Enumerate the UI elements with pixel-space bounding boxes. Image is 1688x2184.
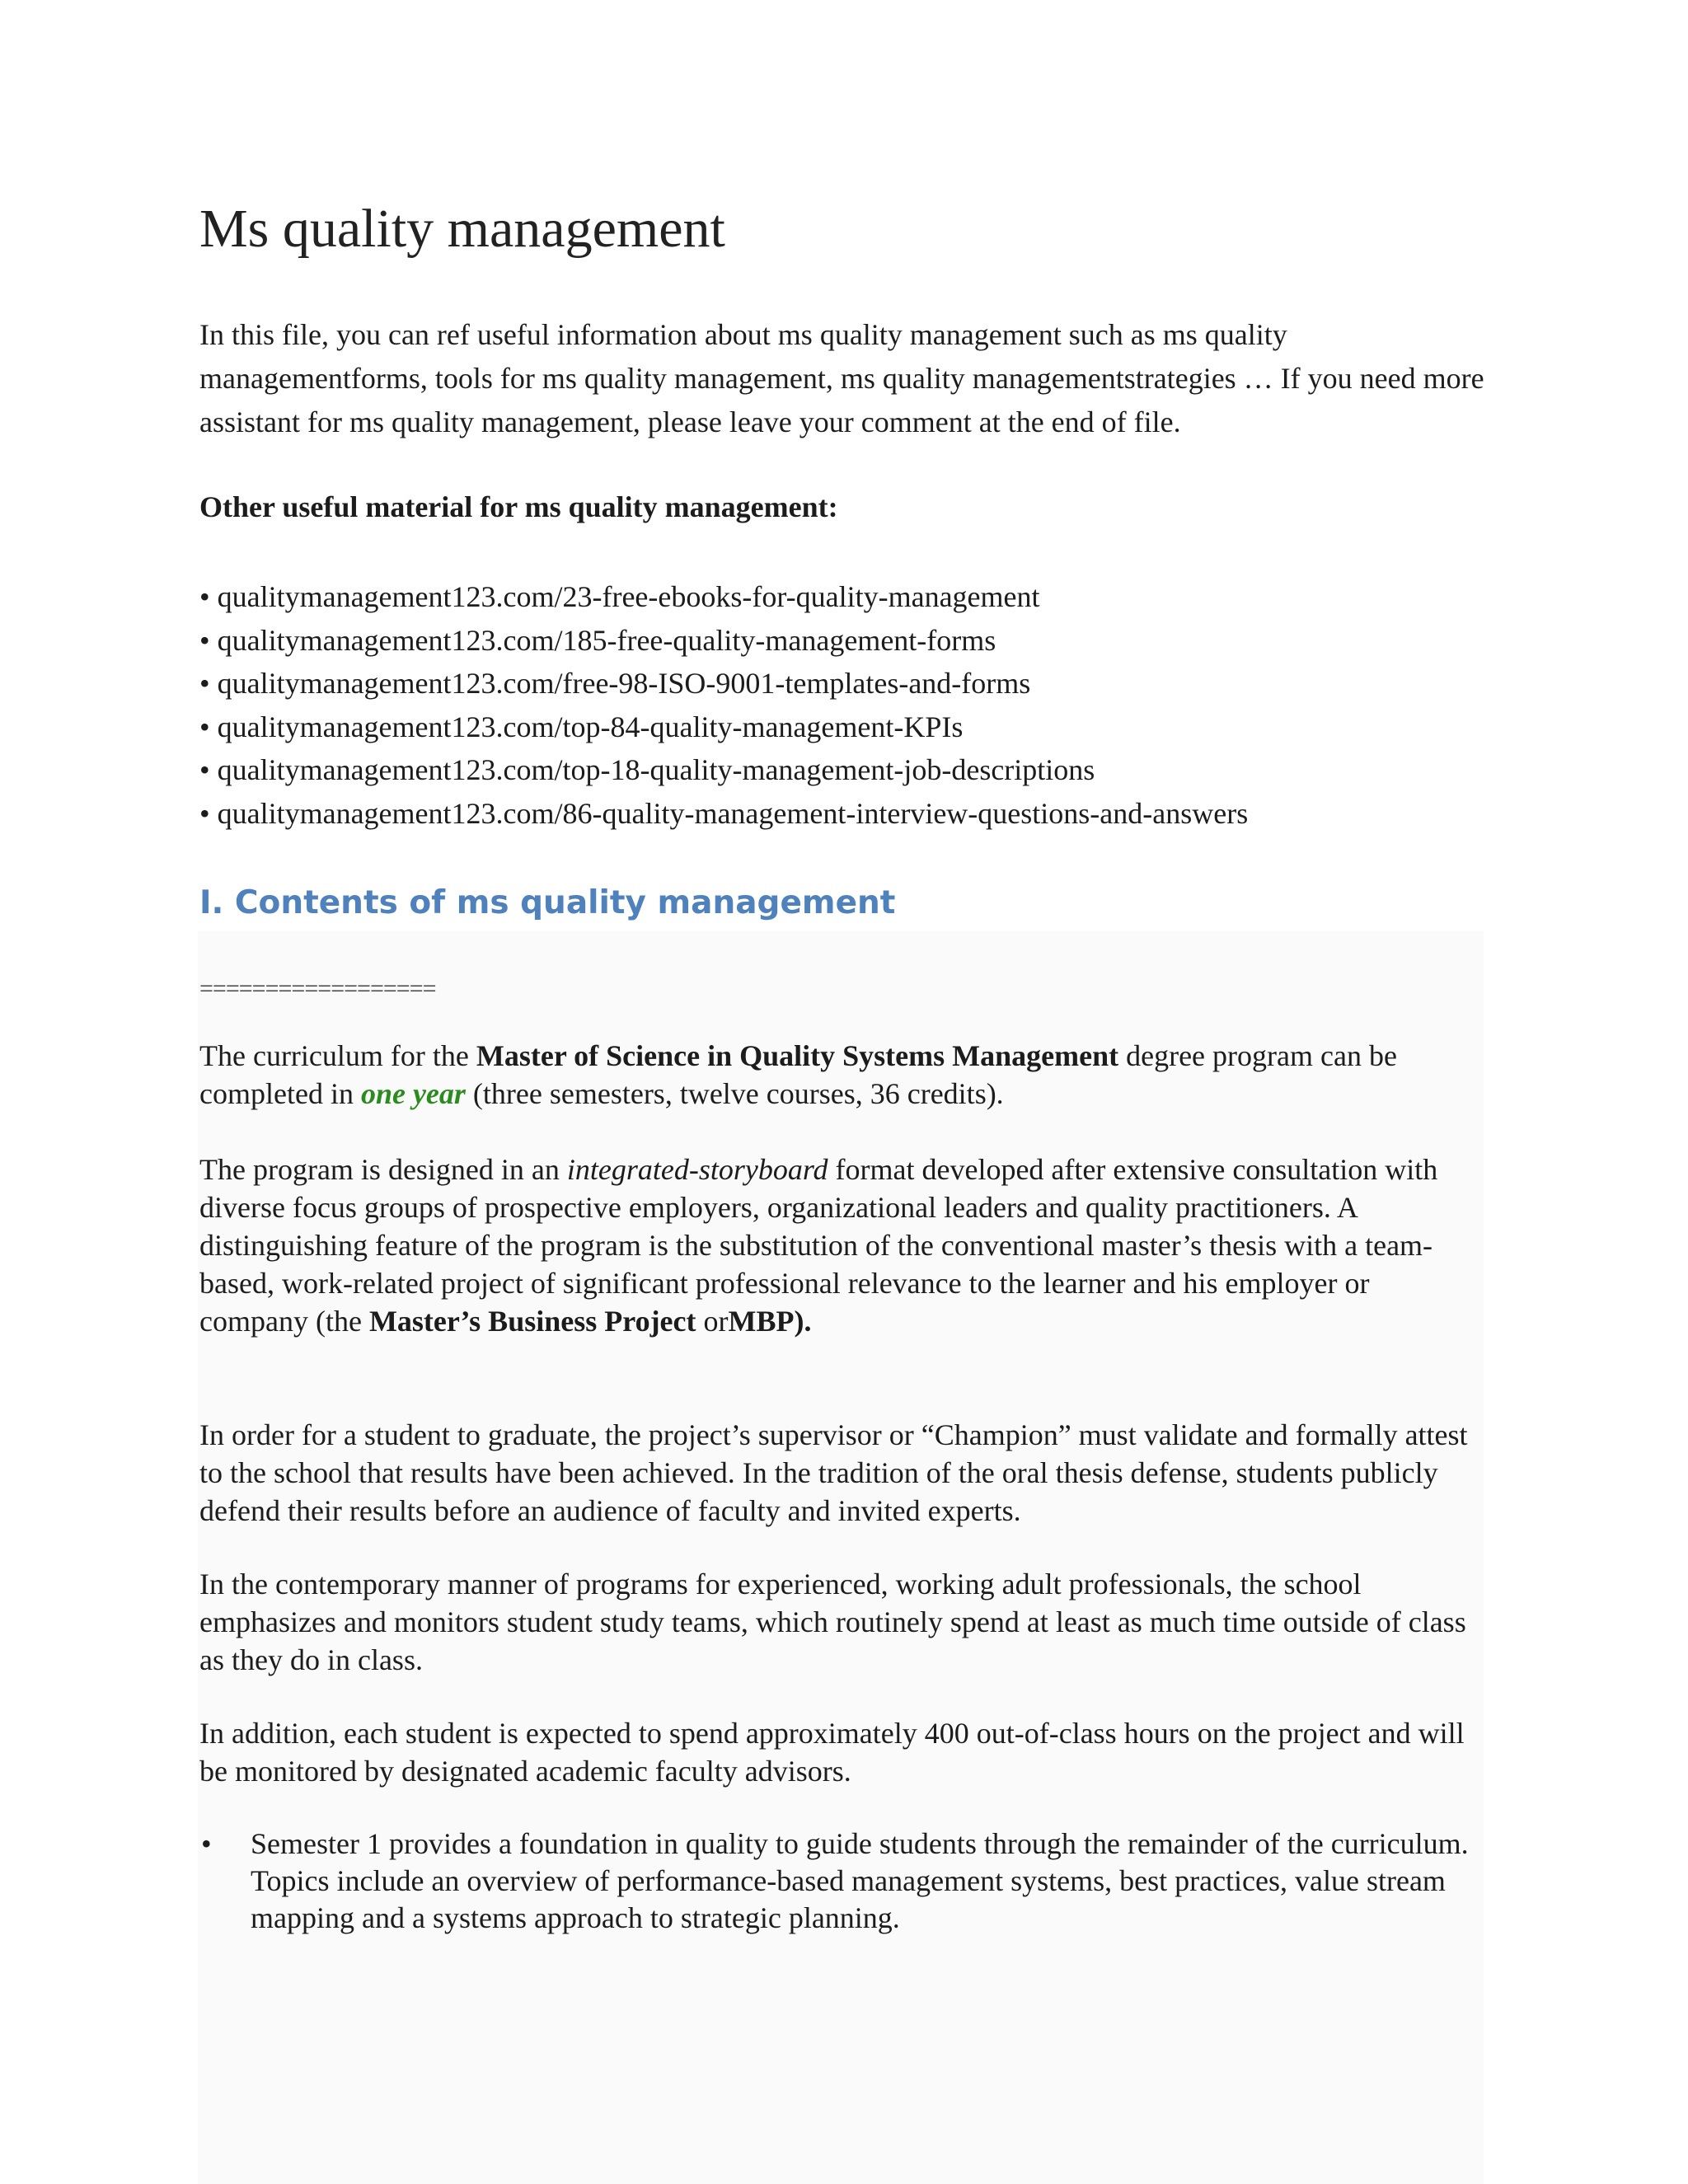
curriculum-paragraph — [199, 1037, 1485, 1113]
paragraph-text: The curriculum for the — [199, 1039, 476, 1072]
semester-description: Semester 1 provides a foundation in quality to guide students through the remainder of the curriculum. Topics include an overview of performance-based management systems, best practices, value stream mapping and a systems approach to strategic planning. — [251, 1827, 1469, 1934]
resource-link[interactable]: • qualitymanagement123.com/23-free-ebooks-for-quality-management — [199, 580, 1040, 613]
paragraph-text: The program is designed in an — [199, 1153, 567, 1186]
resource-link[interactable]: • qualitymanagement123.com/free-98-ISO-9001-templates-and-forms — [199, 667, 1031, 700]
project-abbreviation: MBP). — [728, 1305, 812, 1338]
paragraph-text: (three semesters, twelve courses, 36 credits). — [465, 1077, 1004, 1110]
paragraph-text: or — [696, 1305, 729, 1338]
intro-paragraph: In this file, you can ref useful information about ms quality management such as ms quality managementforms, tools for ms quality management, ms quality managementstrategies … If you need more assistant for ms quality management, please leave your comment at the end of file. — [199, 318, 1484, 438]
paragraph-text: format developed after extensive consultation with diverse focus groups of prospective employers, organizational leaders and quality practitioners. A distinguishing feature of the program is the substitution of the conventional master’s thesis with a team-based, work-related project of significant professional relevance to the learner and his employer or company (the — [199, 1153, 1438, 1338]
study-teams-paragraph: In the contemporary manner of programs for experienced, working adult professionals, the school emphasizes and monitors student study teams, which routinely spend at least as much time outside of class as they do in class. — [199, 1568, 1466, 1676]
resource-link[interactable]: • qualitymanagement123.com/185-free-quality-management-forms — [199, 623, 996, 657]
duration-highlight: one year — [360, 1077, 466, 1110]
format-emphasis: integrated-storyboard — [566, 1153, 828, 1186]
out-of-class-paragraph: In addition, each student is expected to spend approximately 400 out-of-class hours on the project and will be monitored by designated academic faculty advisors. — [199, 1717, 1465, 1788]
program-design-paragraph — [199, 1151, 1485, 1340]
graduation-paragraph: In order for a student to graduate, the project’s supervisor or “Champion” must validate and formally attest to the school that results have been achieved. In the tradition of the oral thesis defense, students publicly defend their results before an audience of faculty and invited experts. — [199, 1418, 1468, 1527]
section-heading: I. Contents of ms quality management — [199, 884, 896, 921]
page-title: Ms quality management — [199, 199, 725, 259]
resource-link-list — [199, 575, 1248, 835]
resource-link[interactable]: • qualitymanagement123.com/86-quality-management-interview-questions-and-answers — [199, 796, 1249, 830]
resource-link[interactable]: • qualitymanagement123.com/top-18-quality-management-job-descriptions — [199, 753, 1095, 786]
separator-rule: ================== — [199, 975, 436, 1002]
degree-name: Master of Science in Quality Systems Management — [476, 1039, 1119, 1072]
page-shaded-region — [198, 931, 1484, 2184]
project-name: Master’s Business Project — [368, 1305, 696, 1338]
bullet-icon: • — [201, 1827, 212, 1860]
paragraph-text: degree program can be completed in — [199, 1039, 1397, 1110]
other-material-heading: Other useful material for ms quality management: — [199, 490, 838, 523]
resource-link[interactable]: • qualitymanagement123.com/top-84-quality-management-KPIs — [199, 710, 964, 743]
